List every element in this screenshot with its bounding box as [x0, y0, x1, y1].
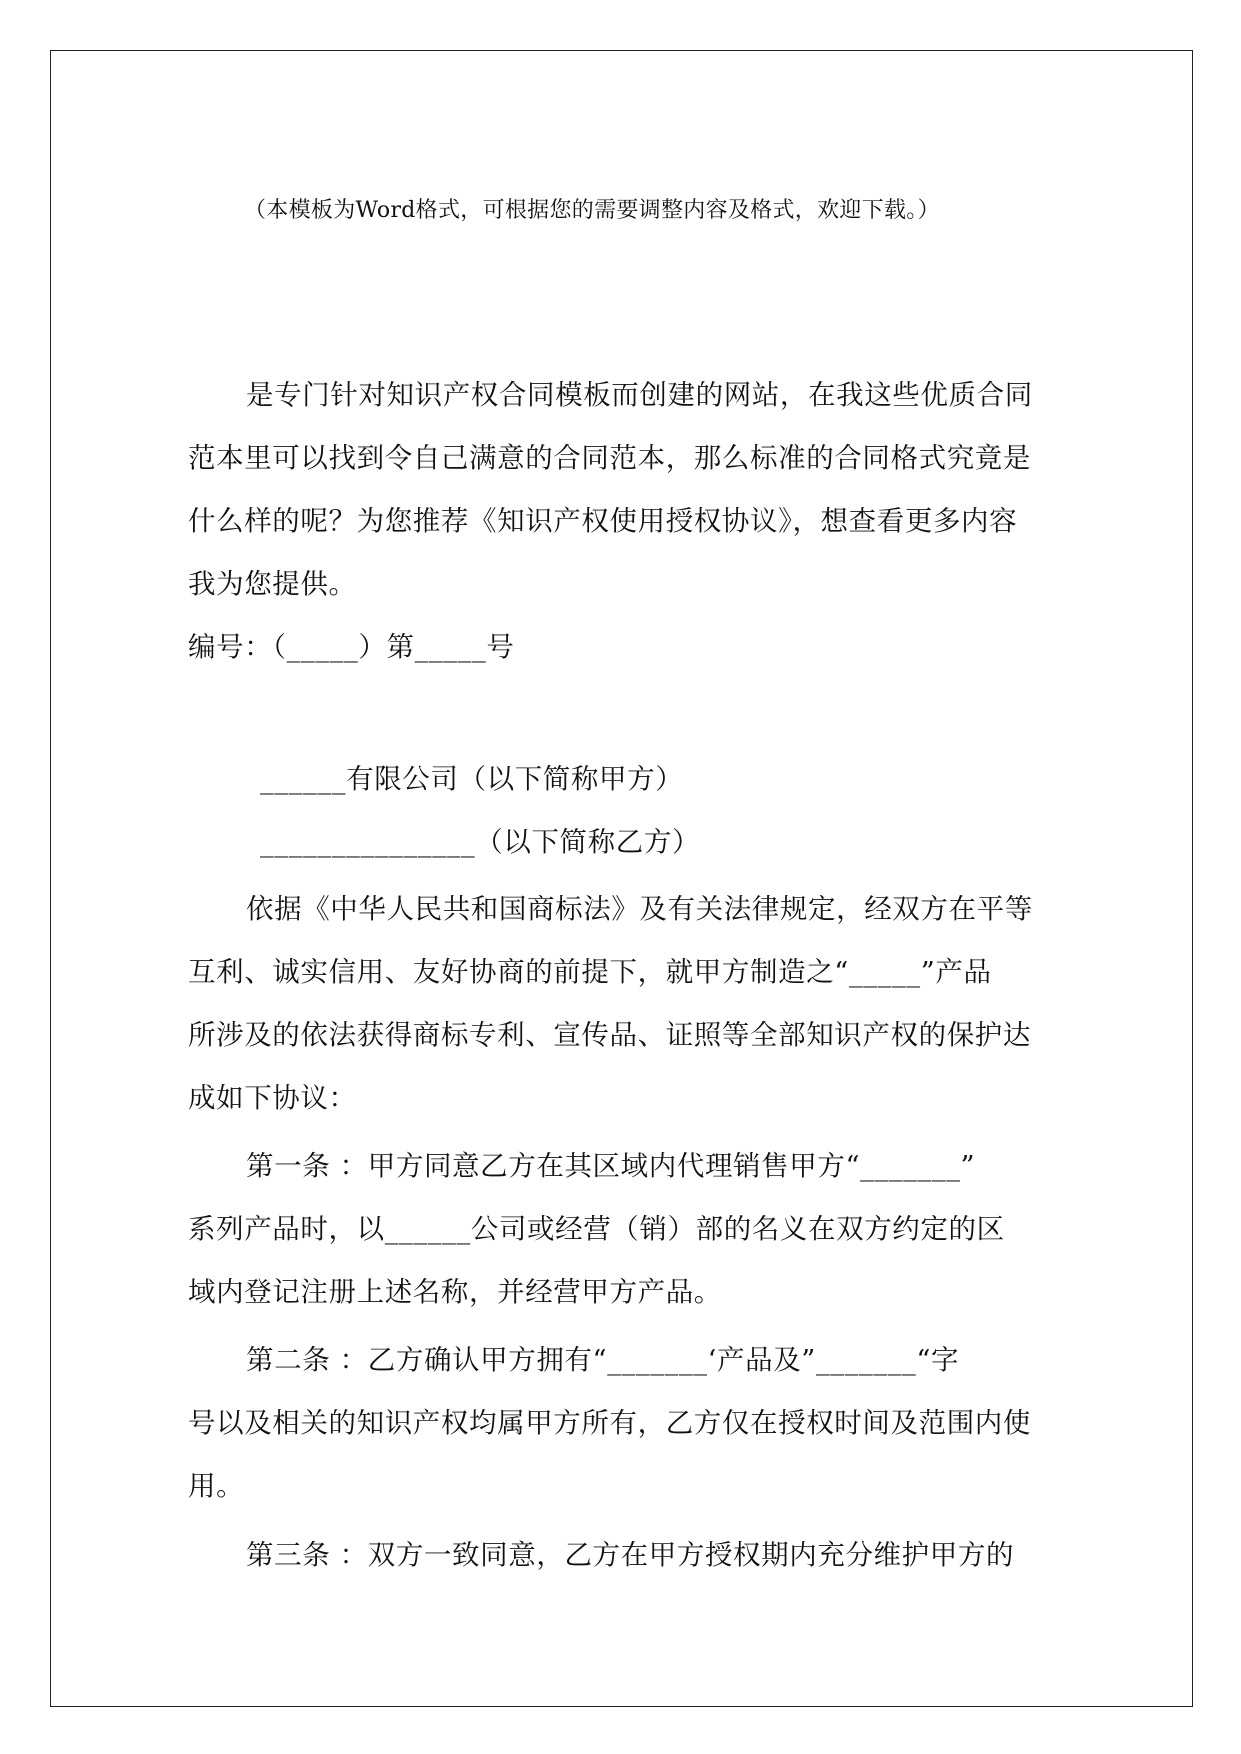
- intro-line: 我为您提供。: [188, 568, 357, 600]
- article-line: 号以及相关的知识产权均属甲方所有，乙方仅在授权时间及范围内使: [188, 1407, 1031, 1439]
- article-line: 第二条 ：乙方确认甲方拥有“_______‘产品及”_______“字: [246, 1344, 960, 1376]
- preamble-line: 所涉及的依法获得商标专利、宣传品、证照等全部知识产权的保护达: [188, 1019, 1031, 1051]
- template-note: （本模板为Word格式，可根据您的需要调整内容及格式，欢迎下载。）: [244, 198, 940, 223]
- contract-number: 编号：（_____）第_____号: [188, 631, 515, 663]
- intro-line: 范本里可以找到令自己满意的合同范本，那么标准的合同格式究竟是: [188, 442, 1031, 474]
- preamble-line: 依据《中华人民共和国商标法》及有关法律规定，经双方在平等: [246, 893, 1033, 925]
- preamble-line: 互利、诚实信用、友好协商的前提下，就甲方制造之“_____”产品: [188, 956, 992, 988]
- article-line: 第三条 ：双方一致同意，乙方在甲方授权期内充分维护甲方的: [246, 1539, 1015, 1571]
- party-a: ______有限公司（以下简称甲方）: [260, 763, 684, 795]
- intro-line: 什么样的呢？为您推荐《知识产权使用授权协议》，想查看更多内容: [188, 505, 1018, 537]
- article-line: 域内登记注册上述名称，并经营甲方产品。: [188, 1276, 722, 1308]
- intro-line: 是专门针对知识产权合同模板而创建的网站，在我这些优质合同: [246, 379, 1033, 411]
- party-b: _______________（以下简称乙方）: [260, 826, 701, 858]
- article-line: 系列产品时，以______公司或经营（销）部的名义在双方约定的区: [188, 1213, 1005, 1245]
- article-line: 第一条 ：甲方同意乙方在其区域内代理销售甲方“_______”: [246, 1150, 976, 1182]
- article-line: 用。: [188, 1470, 245, 1502]
- page-border: [50, 50, 1193, 1707]
- preamble-line: 成如下协议：: [188, 1082, 357, 1114]
